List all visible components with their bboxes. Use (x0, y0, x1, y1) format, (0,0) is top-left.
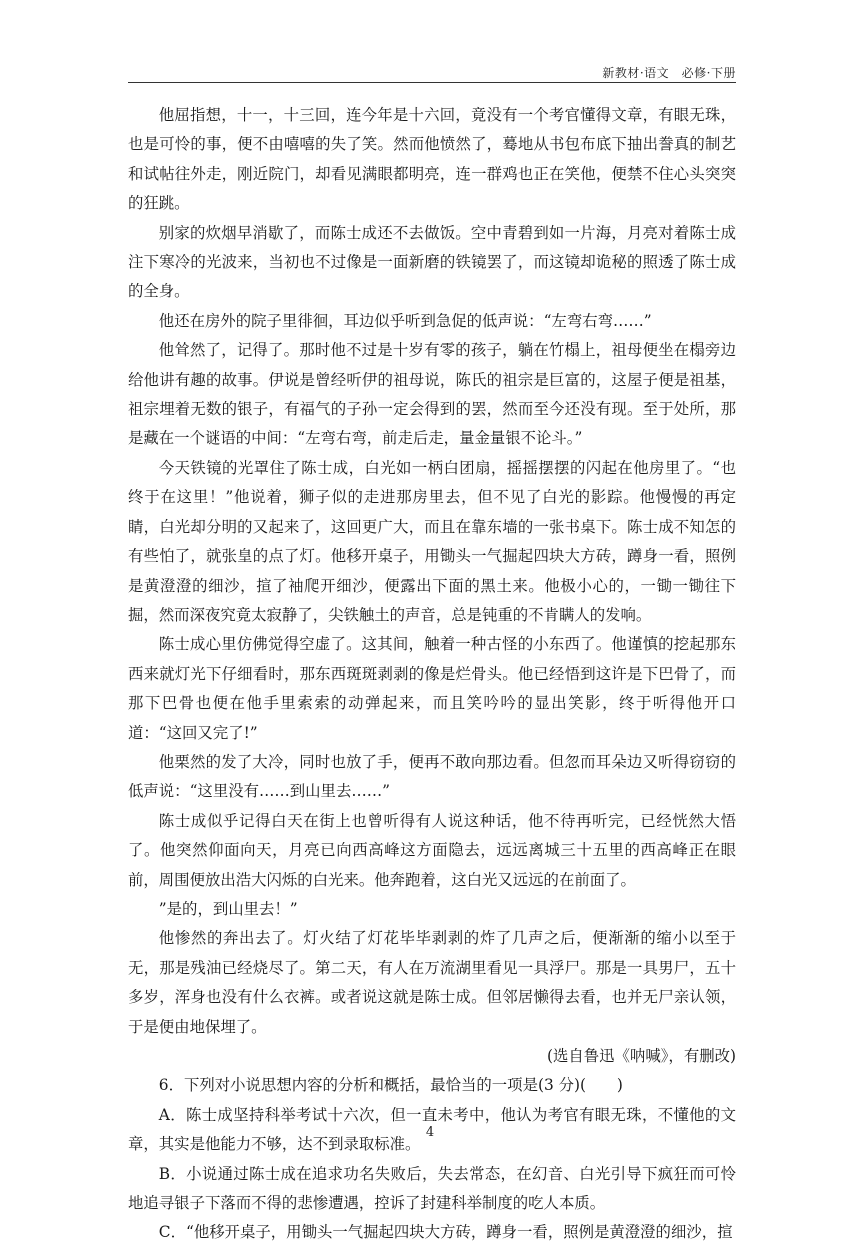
header-rule (128, 82, 736, 83)
page-number: 4 (425, 1125, 435, 1140)
paragraph: 他还在房外的院子里徘徊，耳边似乎听到急促的低声说：“左弯右弯……” (158, 311, 652, 330)
source-citation: (选自鲁迅《呐喊》，有删改) (547, 1047, 736, 1065)
paragraph: 他耸然了，记得了。那时他不过是十岁有零的孩子，躺在竹榻上，祖母便坐在榻旁边给他讲有趣的故事。伊说是曾经听伊的祖母说，陈氏的祖宗是巨富的，这屋子便是祖基，祖宗埋着无数的银子，有福气的子孙一定会得到的罢，然而至今还没有现。至于处所，那是藏在一个谜语的中间：“左弯右弯，前走后走，量金量银不论斗。” (128, 341, 736, 448)
paragraph: 陈士成似乎记得白天在街上也曾听得有人说这种话，他不待再听完，已经恍然大悟了。他突然仰面向天，月亮已向西高峰这方面隐去，远远离城三十五里的西高峰正在眼前，周围便放出浩大闪烁的白光来。他奔跑着，这白光又远远的在前面了。 (128, 811, 736, 889)
question-option-a: A．陈士成坚持科举考试十六次，但一直未考中，他认为考官有眼无珠，不懂他的文章，其实是他能力不够，达不到录取标准。 (128, 1105, 736, 1154)
paragraph: 他惨然的奔出去了。灯火结了灯花毕毕剥剥的炸了几声之后，便渐渐的缩小以至于无，那是残油已经烧尽了。第二天，有人在万流湖里看见一具浮尸。那是一具男尸，五十多岁，浑身也没有什么衣裤。或者说这就是陈士成。但邻居懒得去看，也并无尸亲认领，于是便由地保埋了。 (128, 929, 736, 1036)
paragraph: 他屈指想，十一，十三回，连今年是十六回，竟没有一个考官懂得文章，有眼无珠，也是可怜的事，便不由嘻嘻的失了笑。然而他愤然了，蓦地从书包布底下抽出誊真的制艺和试帖往外走，刚近院门，却看见满眼都明亮，连一群鸡也正在笑他，便禁不住心头突突的狂跳。 (128, 106, 736, 213)
question-option-b: B．小说通过陈士成在追求功名失败后，失去常态，在幻音、白光引导下疯狂而可怜地追寻银子下落而不得的悲惨遭遇，控诉了封建科举制度的吃人本质。 (128, 1164, 736, 1213)
paragraph: 别家的炊烟早消歇了，而陈士成还不去做饭。空中青碧到如一片海，月亮对着陈士成注下寒冷的光波来，当初也不过像是一面新磨的铁镜罢了，而这镜却诡秘的照透了陈士成的全身。 (128, 223, 736, 301)
paragraph: 陈士成心里仿佛觉得空虚了。这其间，触着一种古怪的小东西了。他谨慎的挖起那东西来就灯光下仔细看时，那东西斑斑剥剥的像是烂骨头。他已经悟到这许是下巴骨了，而那下巴骨也便在他手里索索的动弹起来，而且笑吟吟的显出笑影，终于听得他开口道：“这回又完了!” (128, 635, 736, 742)
paragraph: ”是的，到山里去！” (158, 899, 298, 918)
question-stem: 6．下列对小说思想内容的分析和概括，最恰当的一项是(3 分)( ) (158, 1076, 623, 1095)
running-header: 新教材·语文 必修·下册 (602, 66, 736, 80)
page-body (128, 101, 736, 1248)
paragraph: 今天铁镜的光罩住了陈士成，白光如一柄白团扇，摇摇摆摆的闪起在他房里了。“也终于在这里！”他说着，狮子似的走进那房里去，但不见了白光的影踪。他慢慢的再定睛，白光却分明的又起来了，这回更广大，而且在靠东墙的一张书桌下。陈士成不知怎的有些怕了，就张皇的点了灯。他移开桌子，用锄头一气掘起四块大方砖，蹲身一看，照例是黄澄澄的细沙，揎了袖爬开细沙，便露出下面的黑土来。他极小心的，一锄一锄往下掘，然而深夜究竟太寂静了，尖铁触土的声音，总是钝重的不肯瞒人的发响。 (128, 458, 736, 624)
paragraph: 他栗然的发了大冷，同时也放了手，便再不敢向那边看。但忽而耳朵边又听得窃窃的低声说：“这里没有……到山里去……” (128, 752, 736, 801)
question-option-c: C．“他移开桌子，用锄头一气掘起四块大方砖，蹲身一看，照例是黄澄澄的细沙，揎 (158, 1223, 733, 1242)
